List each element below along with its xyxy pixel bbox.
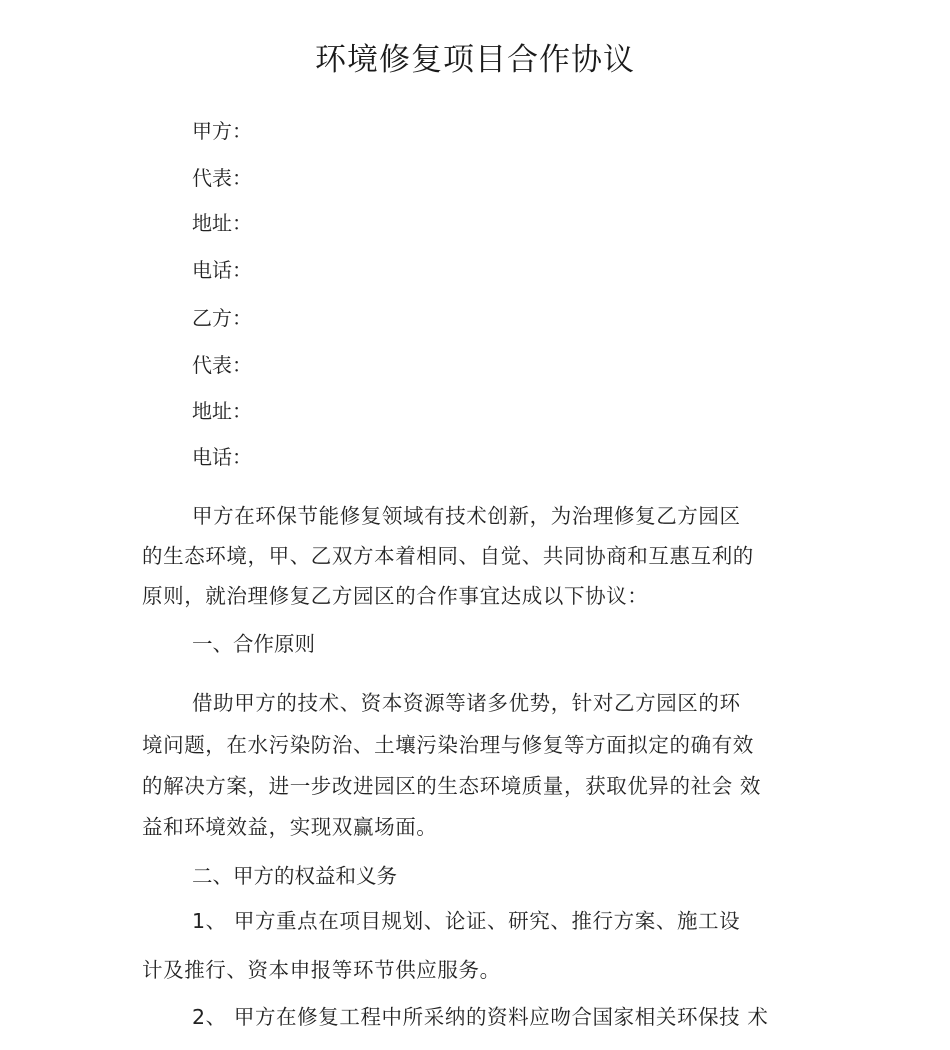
- section1-line: 境问题，在水污染防治、土壤污染治理与修复等方面拟定的确有效: [142, 733, 754, 757]
- party-a-address: 地址：: [192, 211, 252, 235]
- section2-item2-line: 2、 甲方在修复工程中所采纳的资料应吻合国家相关环保技 术: [192, 1005, 769, 1029]
- party-a-phone: 电话：: [192, 258, 252, 282]
- party-b-phone: 电话：: [192, 445, 252, 469]
- section2-item1-line: 计及推行、资本申报等环节供应服务。: [142, 958, 501, 982]
- section1-line: 益和环境效益，实现双赢场面。: [142, 815, 438, 839]
- section1-line: 的解决方案，进一步改进园区的生态环境质量，获取优异的社会 效: [142, 774, 762, 798]
- document-title: 环境修复项目合作协议: [315, 42, 635, 78]
- party-a-label: 甲方：: [192, 119, 252, 143]
- party-a-rep: 代表：: [192, 166, 252, 190]
- section2-item1-line: 1、 甲方重点在项目规划、论证、研究、推行方案、施工设: [192, 909, 741, 933]
- intro-line: 甲方在环保节能修复领域有技术创新，为治理修复乙方园区: [192, 504, 741, 528]
- party-b-rep: 代表：: [192, 353, 252, 377]
- section2-heading: 二、甲方的权益和义务: [192, 864, 397, 888]
- party-b-label: 乙方：: [192, 306, 252, 330]
- section1-heading: 一、合作原则: [192, 632, 315, 656]
- intro-line: 原则，就治理修复乙方园区的合作事宜达成以下协议：: [142, 584, 649, 608]
- section1-line: 借助甲方的技术、资本资源等诸多优势，针对乙方园区的环: [192, 691, 741, 715]
- intro-line: 的生态环境，甲、乙双方本着相同、自觉、共同协商和互惠互利的: [142, 544, 754, 568]
- party-b-address: 地址：: [192, 399, 252, 423]
